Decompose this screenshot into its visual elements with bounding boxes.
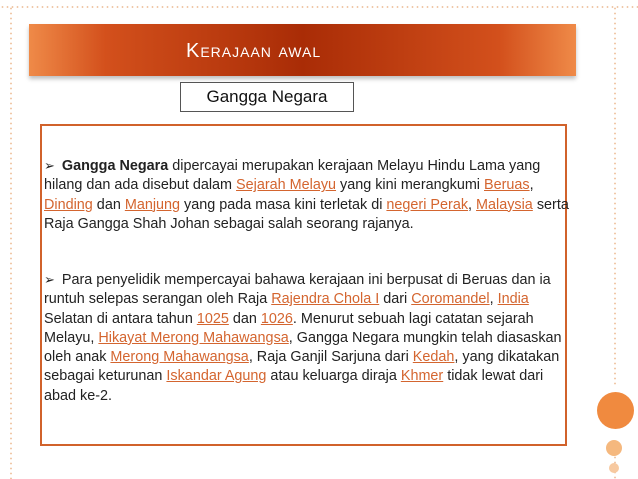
link-malaysia[interactable]: Malaysia xyxy=(476,196,533,213)
content-box xyxy=(40,124,567,446)
text: , xyxy=(529,177,534,194)
slide-title: Kerajaan awal xyxy=(186,40,322,62)
link-kedah[interactable]: Kedah xyxy=(412,349,455,366)
text: , yang dikatakan sebagai keturunan xyxy=(44,349,560,385)
decor-circle-large xyxy=(597,392,634,429)
text: , xyxy=(489,291,498,308)
text: serta Raja Gangga Shah Johan sebagai salah seorang rajanya. xyxy=(44,196,569,232)
link-india[interactable]: India xyxy=(497,291,529,308)
link-negeri-perak[interactable]: negeri Perak xyxy=(386,196,469,213)
text: Para penyelidik mempercayai bahawa kerajaan ini berpusat di Beruas dan ia runtuh selepas serangan oleh Raja xyxy=(44,272,551,308)
bullet-arrow-icon: ➢ xyxy=(44,272,55,287)
text: atau keluarga diraja xyxy=(266,368,401,385)
link-dinding[interactable]: Dinding xyxy=(44,196,93,213)
dotted-border-left xyxy=(10,6,12,479)
text: dan xyxy=(228,310,261,327)
link-1025[interactable]: 1025 xyxy=(196,310,229,327)
text: yang pada masa kini terletak di xyxy=(180,196,387,213)
text: Selatan di antara tahun xyxy=(44,310,197,327)
bullet-arrow-icon: ➢ xyxy=(44,158,55,173)
text: dan xyxy=(92,196,125,213)
term-gangga-negara: Gangga Negara xyxy=(61,158,169,174)
text: , Raja Ganjil Sarjuna dari xyxy=(248,349,413,366)
text: , xyxy=(468,196,477,213)
text: . Menurut sebuah lagi catatan sejarah Melayu, xyxy=(44,310,534,346)
subtitle-box xyxy=(180,82,354,112)
link-manjung[interactable]: Manjung xyxy=(124,196,181,213)
paragraph-2 xyxy=(44,270,570,406)
link-khmer[interactable]: Khmer xyxy=(400,368,444,385)
link-rajendra-chola[interactable]: Rajendra Chola I xyxy=(271,291,380,308)
decor-circle-small xyxy=(609,463,619,473)
text: , Gangga Negara mungkin telah diasaskan oleh anak xyxy=(44,329,562,366)
text: dari xyxy=(379,291,412,308)
slide-subtitle: Gangga Negara xyxy=(206,87,328,106)
link-beruas[interactable]: Beruas xyxy=(484,177,530,194)
paragraph-1 xyxy=(44,156,570,234)
link-coromandel[interactable]: Coromandel xyxy=(411,291,490,308)
link-iskandar-agung[interactable]: Iskandar Agung xyxy=(166,368,267,385)
dotted-border-top xyxy=(0,6,638,8)
link-1026[interactable]: 1026 xyxy=(260,310,293,327)
text: tidak lewat dari abad ke-2. xyxy=(44,368,544,404)
text: yang kini merangkumi xyxy=(336,177,484,194)
link-sejarah-melayu[interactable]: Sejarah Melayu xyxy=(236,177,337,194)
link-hikayat-merong-mahawangsa[interactable]: Hikayat Merong Mahawangsa xyxy=(98,329,289,346)
decor-circle-medium xyxy=(606,440,622,456)
link-merong-mahawangsa[interactable]: Merong Mahawangsa xyxy=(110,349,249,366)
text: dipercayai merupakan kerajaan Melayu Hindu Lama yang hilang dan ada disebut dalam xyxy=(44,158,541,194)
dotted-border-right xyxy=(614,6,616,386)
